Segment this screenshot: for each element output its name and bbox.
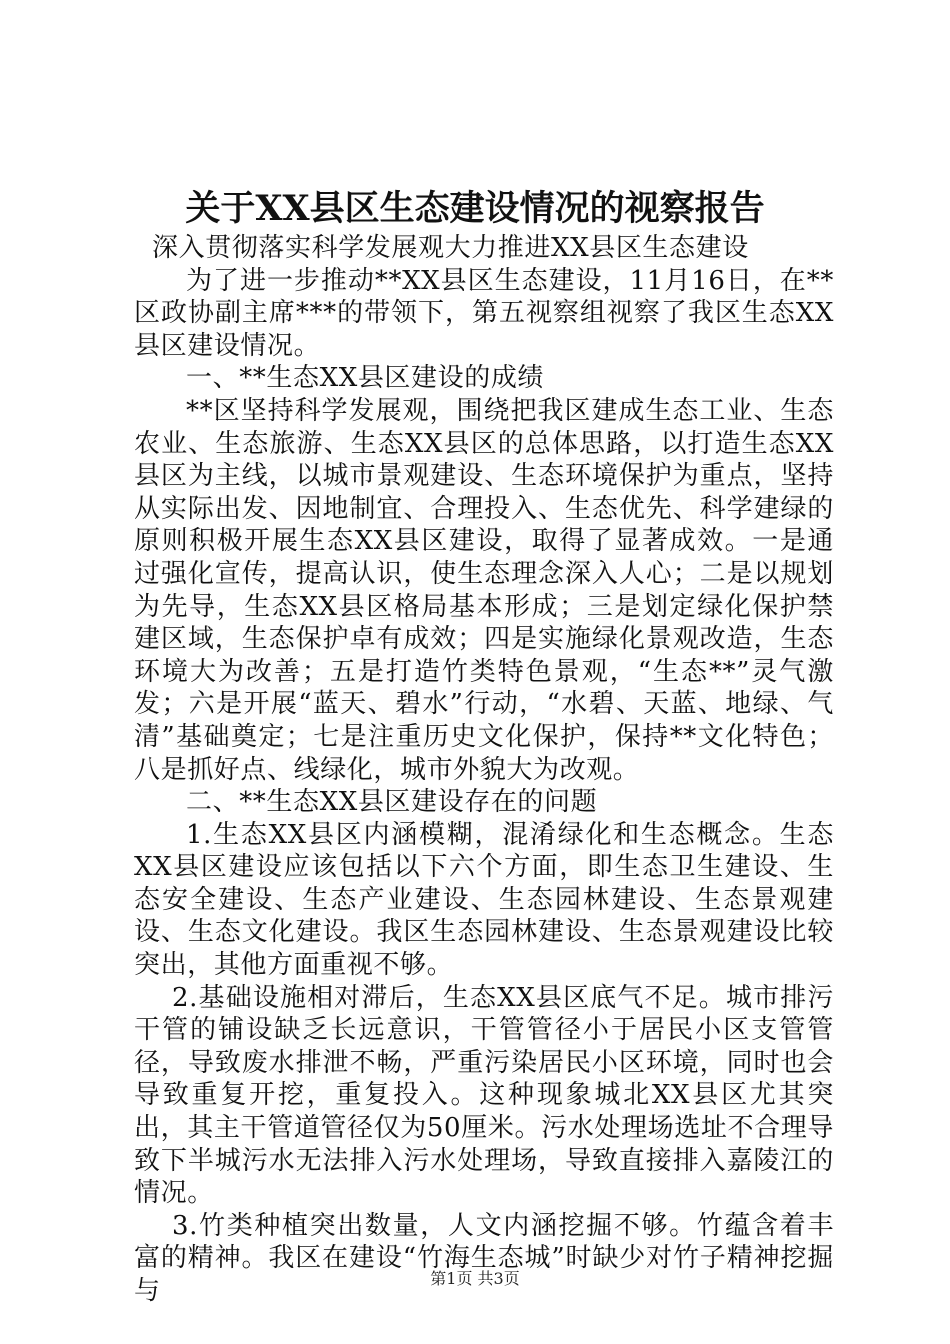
page-number-footer: 第1页 共3页 <box>430 1269 520 1288</box>
section2-heading: 二、**生态XX县区建设存在的问题 <box>186 787 598 818</box>
intro-paragraph: 为了进一步推动**XX县区生态建设，11月16日，在**区政协副主席***的带领下，第五视察组视察了我区生态XX县区建设情况。 <box>134 265 834 361</box>
document-body <box>134 232 834 1308</box>
problem3-paragraph: 3.竹类种植突出数量，人文内涵挖掘不够。竹蕴含着丰富的精神。我区在建设“竹海生态城”时缺少对竹子精神挖掘与 <box>134 1210 834 1306</box>
section1-paragraph: **区坚持科学发展观，围绕把我区建成生态工业、生态农业、生态旅游、生态XX县区的总体思路，以打造生态XX县区为主线，以城市景观建设、生态环境保护为重点，坚持从实际出发、因地制宜、合理投入、生态优先、科学建绿的原则积极开展生态XX县区建设，取得了显著成效。一是通过强化宣传，提高认识，使生态理念深入人心；二是以规划为先导，生态XX县区格局基本形成；三是划定绿化保护禁建区域，生态保护卓有成效；四是实施绿化景观改造，生态环境大为改善；五是打造竹类特色景观，“生态**”灵气激发；六是开展“蓝天、碧水”行动，“水碧、天蓝、地绿、气清”基础奠定；七是注重历史文化保护，保持**文化特色；八是抓好点、线绿化，城市外貌大为改观。 <box>134 395 834 785</box>
section1-heading: 一、**生态XX县区建设的成绩 <box>186 363 545 394</box>
document-subtitle: 深入贯彻落实科学发展观大力推进XX县区生态建设 <box>152 233 749 263</box>
problem2-paragraph: 2.基础设施相对滞后，生态XX县区底气不足。城市排污干管的铺设缺乏长远意识，干管管径小于居民小区支管管径，导致废水排泄不畅，严重污染居民小区环境，同时也会导致重复开挖，重复投入。这种现象城北XX县区尤其突出，其主干管道管径仅为50厘米。污水处理场选址不合理导致下半城污水无法排入污水处理场，导致直接排入嘉陵江的情况。 <box>134 982 834 1209</box>
document-title: 关于XX县区生态建设情况的视察报告 <box>185 188 765 229</box>
problem1-paragraph: 1.生态XX县区内涵模糊，混淆绿化和生态概念。生态XX县区建设应该包括以下六个方面，即生态卫生建设、生态安全建设、生态产业建设、生态园林建设、生态景观建设、生态文化建设。我区生态园林建设、生态景观建设比较突出，其他方面重视不够。 <box>134 819 834 981</box>
